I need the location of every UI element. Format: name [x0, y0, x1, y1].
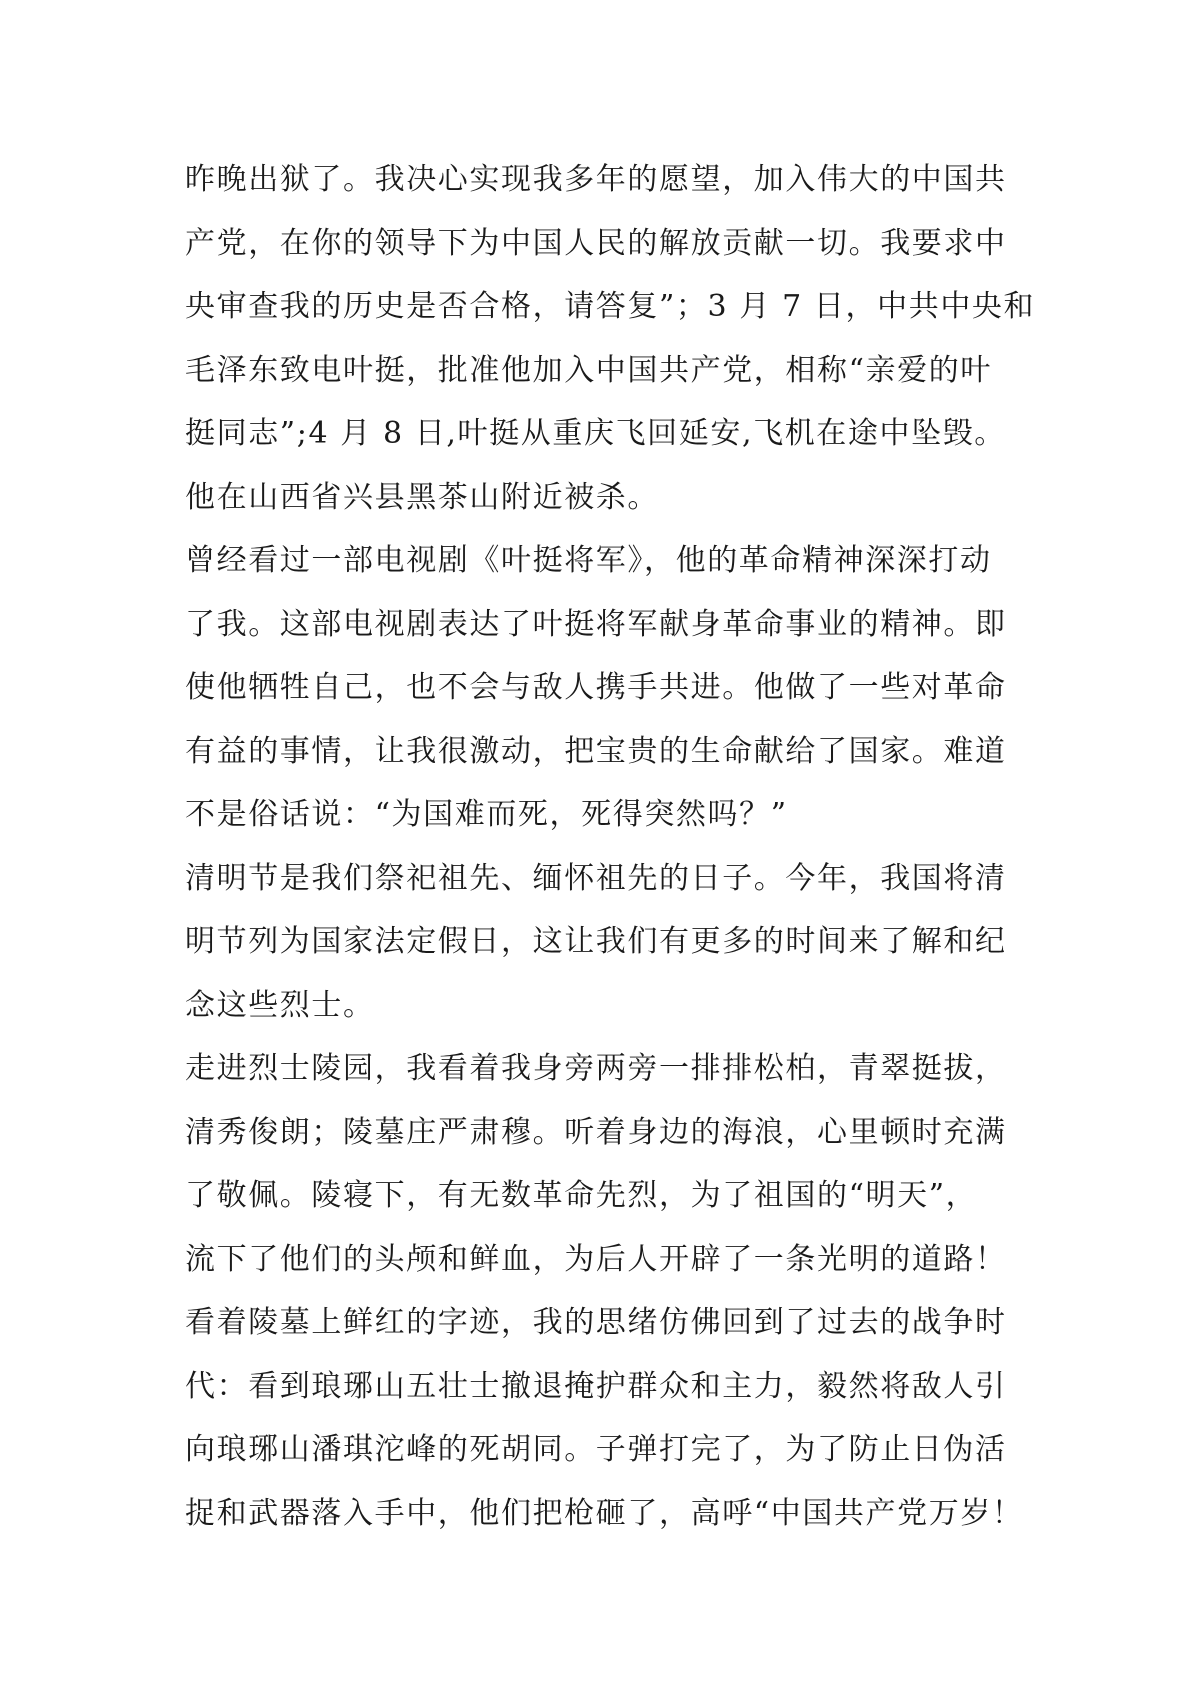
- text-line: 使他牺牲自己，也不会与敌人携手共进。他做了一些对革命: [185, 670, 1007, 705]
- text-line: 看着陵墓上鲜红的字迹，我的思绪仿佛回到了过去的战争时: [185, 1305, 1007, 1340]
- text-line: 清明节是我们祭祀祖先、缅怀祖先的日子。今年，我国将清: [185, 860, 1007, 896]
- text-line: 捉和武器落入手中，他们把枪砸了，高呼“中国共产党万岁！: [185, 1495, 1024, 1531]
- text-line: 向琅琊山潘琪沱峰的死胡同。子弹打完了，为了防止日伪活: [185, 1432, 1007, 1467]
- text-line: 了敬佩。陵寝下，有无数革命先烈，为了祖国的“明天”，: [185, 1178, 978, 1213]
- text-line: 代：看到琅琊山五壮士撤退掩护群众和主力，毅然将敌人引: [185, 1368, 1007, 1404]
- text-line: 央审查我的历史是否合格，请答复”；3 月 7 日，中共中央和: [185, 289, 1036, 324]
- text-line: 了我。这部电视剧表达了叶挺将军献身革命事业的精神。即: [185, 606, 1007, 642]
- text-line: 他在山西省兴县黑茶山附近被杀。: [185, 479, 659, 515]
- text-line: 走进烈士陵园，我看着我身旁两旁一排排松柏，青翠挺拔，: [185, 1051, 1007, 1086]
- text-line: 挺同志”;4 月 8 日,叶挺从重庆飞回延安,飞机在途中坠毁。: [185, 416, 1006, 451]
- text-line: 不是俗话说：“为国难而死，死得突然吗？”: [185, 797, 788, 832]
- text-line: 清秀俊朗；陵墓庄严肃穆。听着身边的海浪，心里顿时充满: [185, 1114, 1007, 1150]
- text-line: 明节列为国家法定假日，这让我们有更多的时间来了解和纪: [185, 924, 1007, 959]
- text-line: 昨晚出狱了。我决心实现我多年的愿望，加入伟大的中国共: [185, 162, 1007, 197]
- body-text: [185, 148, 1036, 1545]
- text-line: 流下了他们的头颅和鲜血，为后人开辟了一条光明的道路！: [185, 1241, 1007, 1277]
- text-line: 毛泽东致电叶挺，批准他加入中国共产党，相称“亲爱的叶: [185, 352, 992, 388]
- text-line: 念这些烈士。: [185, 987, 375, 1023]
- text-line: 产党，在你的领导下为中国人民的解放贡献一切。我要求中: [185, 225, 1007, 261]
- text-line: 有益的事情，让我很激动，把宝贵的生命献给了国家。难道: [185, 733, 1007, 769]
- text-line: 曾经看过一部电视剧《叶挺将军》，他的革命精神深深打动: [185, 543, 992, 578]
